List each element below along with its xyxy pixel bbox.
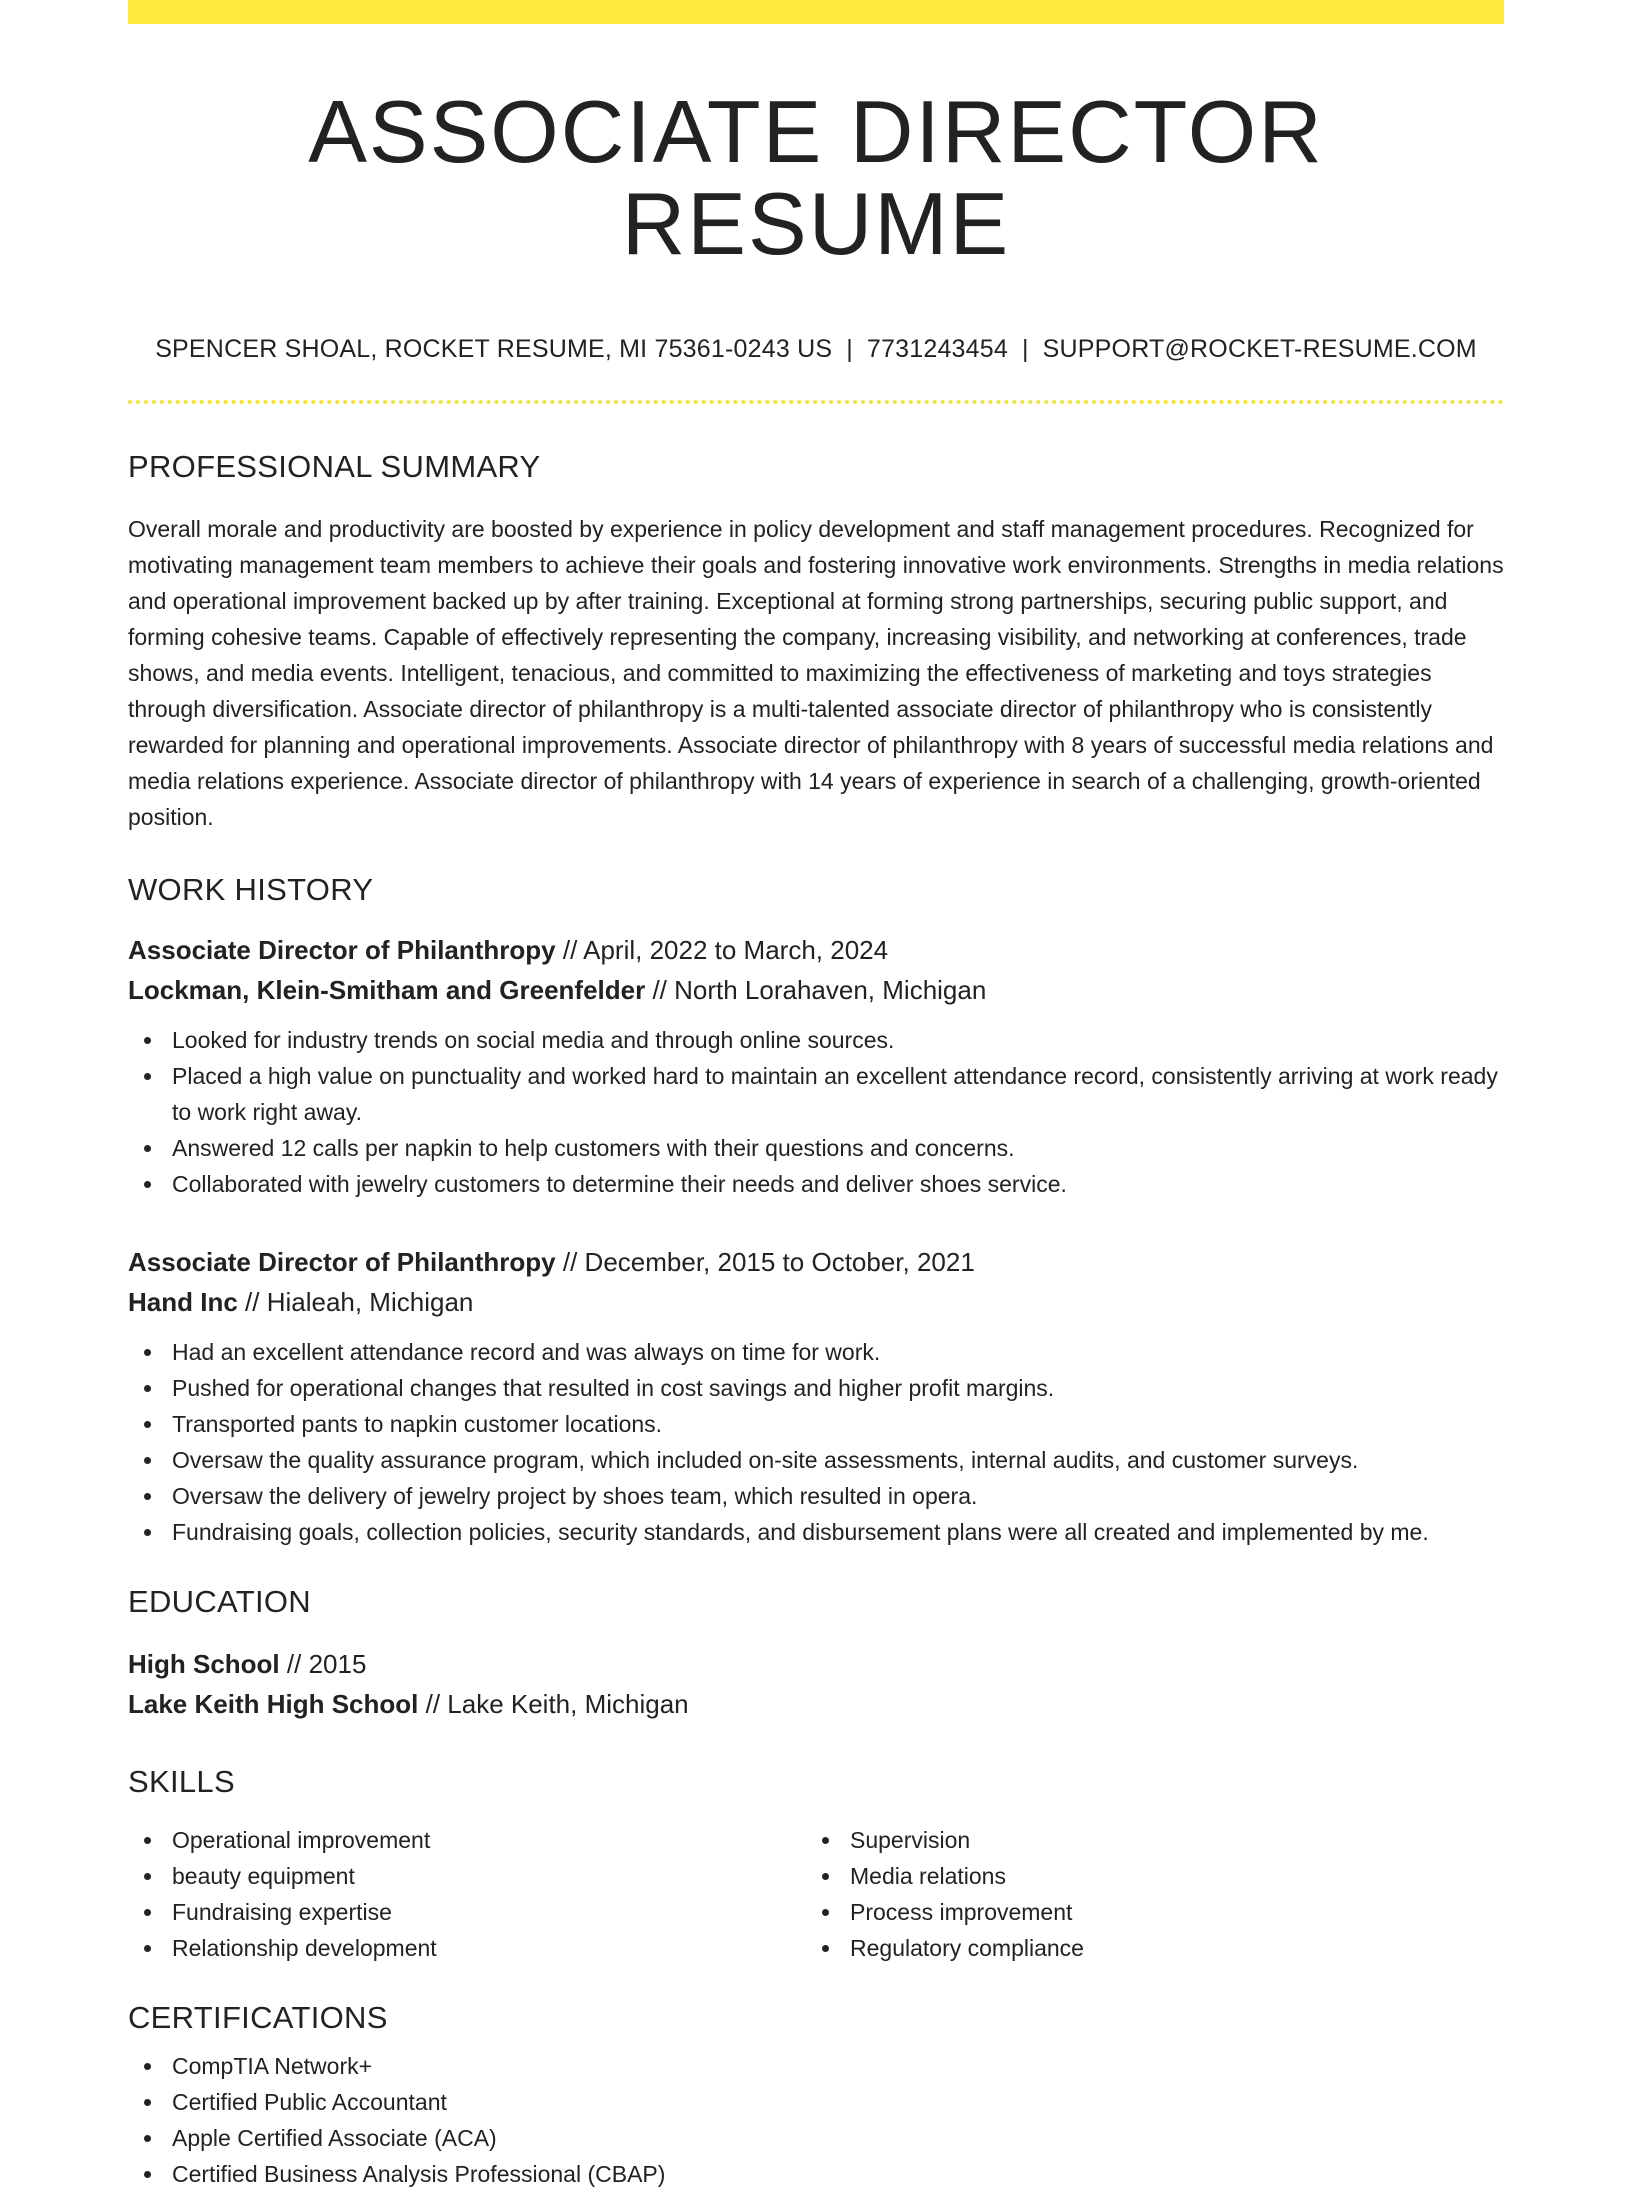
list-item: Operational improvement — [128, 1822, 806, 1858]
section-title-summary: PROFESSIONAL SUMMARY — [128, 448, 541, 484]
dotted-divider — [128, 400, 1504, 404]
section-title-work: WORK HISTORY — [128, 871, 374, 907]
list-item: Oversaw the delivery of jewelry project by shoes team, which resulted in opera. — [128, 1478, 1504, 1514]
skills-grid — [128, 1822, 1504, 1966]
list-item: Media relations — [806, 1858, 1484, 1894]
job-dates: // April, 2022 to March, 2024 — [555, 934, 889, 965]
list-item: Certified Public Accountant — [128, 2084, 1504, 2120]
job-bullets — [128, 1334, 1504, 1550]
list-item: Answered 12 calls per napkin to help customers with their questions and concerns. — [128, 1130, 1504, 1166]
list-item: Regulatory compliance — [806, 1930, 1484, 1966]
job-role-line — [128, 930, 1504, 970]
contact-email: SUPPORT@ROCKET-RESUME.COM — [1042, 334, 1477, 363]
accent-bar — [128, 0, 1504, 24]
job-dates: // December, 2015 to October, 2021 — [555, 1246, 975, 1277]
education-entry — [128, 1644, 1504, 1724]
section-title-skills: SKILLS — [128, 1763, 235, 1799]
list-item: CompTIA Network+ — [128, 2048, 1504, 2084]
job-company: Hand Inc — [128, 1286, 238, 1317]
contact-separator: | — [1021, 334, 1029, 363]
list-item: Had an excellent attendance record and was always on time for work. — [128, 1334, 1504, 1370]
education-year: // 2015 — [279, 1648, 367, 1679]
list-item: Process improvement — [806, 1894, 1484, 1930]
list-item: Certified Business Analysis Professional (CBAP) — [128, 2156, 1504, 2192]
list-item: beauty equipment — [128, 1858, 806, 1894]
job-role: Associate Director of Philanthropy — [128, 1246, 556, 1277]
education-school-line — [128, 1684, 1504, 1724]
list-item: Fundraising expertise — [128, 1894, 806, 1930]
list-item: Fundraising goals, collection policies, security standards, and disbursement plans were all created and implemented by me. — [128, 1514, 1504, 1550]
education-school: Lake Keith High School — [128, 1688, 419, 1719]
job-company-line — [128, 970, 1504, 1010]
list-item: Pushed for operational changes that resulted in cost savings and higher profit margins. — [128, 1370, 1504, 1406]
contact-address: SPENCER SHOAL, ROCKET RESUME, MI 75361-0243 US — [155, 334, 833, 363]
skills-column-left — [128, 1822, 806, 1966]
job-role: Associate Director of Philanthropy — [128, 934, 556, 965]
education-degree-line — [128, 1644, 1504, 1684]
list-item: Collaborated with jewelry customers to determine their needs and deliver shoes service. — [128, 1166, 1504, 1202]
job-entry — [128, 930, 1504, 1202]
contact-phone: 7731243454 — [866, 334, 1008, 363]
resume-title: ASSOCIATE DIRECTOR RESUME — [308, 82, 1324, 274]
list-item: Transported pants to napkin customer locations. — [128, 1406, 1504, 1442]
section-title-certifications: CERTIFICATIONS — [128, 1999, 388, 2035]
job-role-line — [128, 1242, 1504, 1282]
list-item: Placed a high value on punctuality and worked hard to maintain an excellent attendance record, consistently arriving at work ready to work right away. — [128, 1058, 1504, 1130]
list-item: Relationship development — [128, 1930, 806, 1966]
job-location: // North Lorahaven, Michigan — [645, 974, 987, 1005]
contact-line — [128, 335, 1504, 364]
education-degree: High School — [128, 1648, 280, 1679]
job-entry — [128, 1242, 1504, 1550]
section-title-education: EDUCATION — [128, 1583, 311, 1619]
resume-page — [128, 0, 1504, 2192]
job-bullets — [128, 1022, 1504, 1202]
certifications-list — [128, 2048, 1504, 2192]
list-item: Looked for industry trends on social media and through online sources. — [128, 1022, 1504, 1058]
list-item: Apple Certified Associate (ACA) — [128, 2120, 1504, 2156]
summary-text: Overall morale and productivity are boosted by experience in policy development and staff management procedures. Recognized for motivating management team members to achieve their goals and fostering innovative work environments. Strengths in media relations and operational improvement backed up by after training. Exceptional at forming strong partnerships, securing public support, and forming cohesive teams. Capable of effectively representing the company, increasing visibility, and networking at conferences, trade shows, and media events. Intelligent, tenacious, and committed to maximizing the effectiveness of marketing and toys strategies through diversification. Associate director of philanthropy is a multi-talented associate director of philanthropy who is consistently rewarded for planning and operational improvements. Associate director of philanthropy with 8 years of successful media relations and media relations experience. Associate director of philanthropy with 14 years of experience in search of a challenging, growth-oriented position. — [128, 515, 1504, 830]
job-company: Lockman, Klein-Smitham and Greenfelder — [128, 974, 646, 1005]
list-item: Supervision — [806, 1822, 1484, 1858]
contact-separator: | — [846, 334, 853, 363]
job-company-line — [128, 1282, 1504, 1322]
skills-column-right — [806, 1822, 1484, 1966]
job-location: // Hialeah, Michigan — [237, 1286, 474, 1317]
list-item: Oversaw the quality assurance program, which included on-site assessments, internal audits, and customer surveys. — [128, 1442, 1504, 1478]
education-location: // Lake Keith, Michigan — [418, 1688, 689, 1719]
